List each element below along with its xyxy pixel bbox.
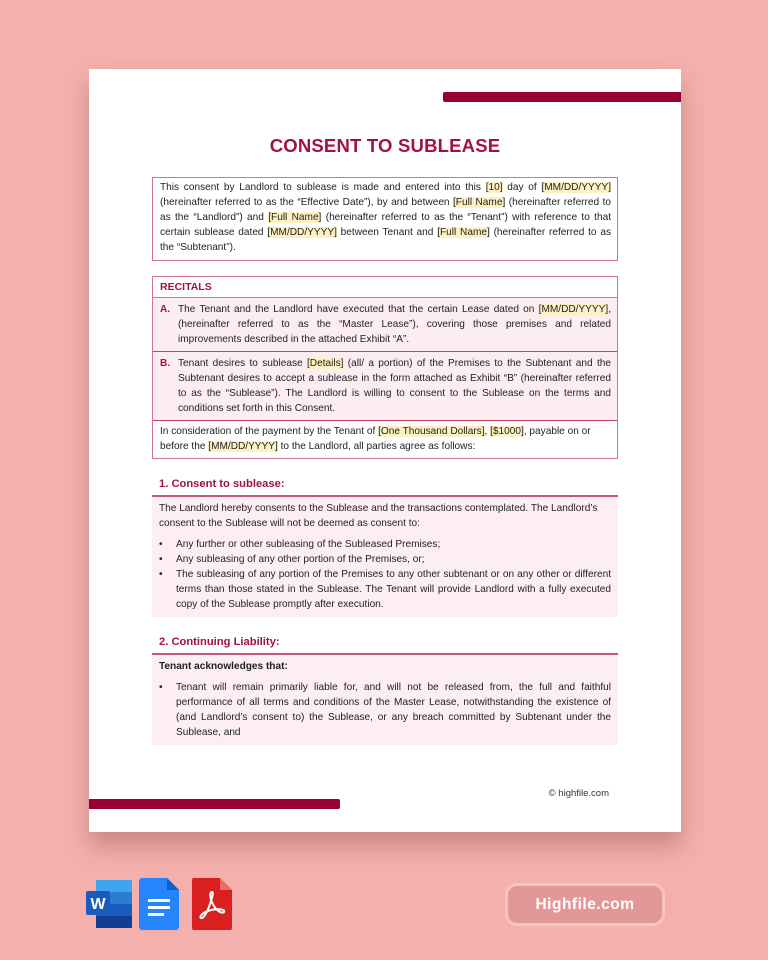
document-page: [89, 69, 681, 832]
pdf-icon[interactable]: [192, 878, 234, 930]
placeholder-day: [10]: [485, 182, 503, 193]
list-item-text: Tenant will remain primarily liable for, and will not be released from, the full and faithful performance of all terms and conditions of the Master Lease, notwithstanding the existence of (and Landlord’s consent to) the Sublease, or any breach committed by Subtenant under the Sublease, and: [176, 682, 611, 738]
text: (hereinafter referred to as the “Subtenant”).: [160, 227, 611, 253]
text: between Tenant and: [336, 227, 438, 238]
consideration-paragraph: [153, 421, 617, 458]
placeholder-landlord-name: [Full Name]: [453, 197, 506, 208]
text: In consideration of the payment by the Tenant of: [160, 426, 379, 437]
recital-b: [153, 352, 617, 421]
bullet-icon: •: [159, 554, 163, 565]
recitals-box: [152, 276, 618, 459]
section-consent: [152, 477, 618, 617]
decorative-top-bar: [443, 92, 681, 102]
document-content: [152, 177, 618, 745]
format-icons: [86, 878, 234, 930]
recital-text: [178, 356, 611, 416]
decorative-bottom-bar: [89, 799, 340, 809]
placeholder-subtenant-name: [Full Name]: [437, 227, 490, 238]
recital-label: B.: [160, 358, 171, 369]
recitals-heading: RECITALS: [153, 277, 617, 298]
placeholder-payment-date: [MM/DD/YYYY]: [208, 441, 278, 452]
bullet-icon: •: [159, 569, 163, 580]
document-title: CONSENT TO SUBLEASE: [269, 135, 501, 156]
intro-paragraph: [152, 177, 618, 261]
placeholder-tenant-name: [Full Name]: [268, 212, 322, 223]
bullet-list: [159, 537, 611, 612]
svg-text:W: W: [90, 896, 106, 913]
text: (hereinafter referred to as the “Effective Date”), by and between: [160, 197, 453, 208]
text: to the Landlord, all parties agree as follows:: [277, 441, 476, 452]
text: , payable on or before the: [160, 426, 591, 452]
highfile-brand-button[interactable]: Highfile.com: [505, 883, 665, 926]
text: (all/ a portion) of the Premises to the Subtenant and the Subtenant desires to accept a sublease in the form attached as Exhibit “B” (hereinafter referred to as the “Sublease”). The Landlord is willing to consent to the Sublease on the terms and conditions set forth in this Consent.: [178, 358, 612, 414]
google-docs-icon[interactable]: [139, 878, 181, 930]
placeholder-amount-words: [One Thousand Dollars]: [378, 426, 485, 437]
placeholder-details: [Details]: [306, 358, 344, 369]
text: Tenant desires to sublease: [178, 358, 307, 369]
recital-label: A.: [160, 304, 171, 315]
text: This consent by Landlord to sublease is made and entered into this: [160, 182, 486, 193]
section-heading: 1. Consent to sublease:: [152, 477, 618, 497]
bullet-icon: •: [159, 539, 163, 550]
section-liability: [152, 635, 618, 745]
section-body: [152, 497, 618, 617]
list-item-text: Any further or other subleasing of the Subleased Premises;: [176, 539, 441, 550]
bullet-icon: •: [159, 682, 163, 693]
bullet-list: [159, 680, 611, 740]
text: day of: [502, 182, 542, 193]
text: (hereinafter referred to as the “Tenant”) with reference to that certain sublease dated: [160, 212, 611, 238]
recital-a: [153, 298, 617, 352]
list-item: [159, 552, 611, 567]
recital-text: [178, 302, 611, 347]
list-item-text: The subleasing of any portion of the Premises to any other subtenant or on any other or different terms than those stated in the Sublease. The Tenant will provide Landlord with a fully executed copy of the Sublease promptly after execution.: [176, 569, 611, 610]
list-item-text: Any subleasing of any other portion of the Premises, or;: [176, 554, 425, 565]
section-body: [152, 655, 618, 745]
text: , (hereinafter referred to as the “Master Lease”), covering those premises and related improvements described in the attached Exhibit “A”.: [178, 304, 611, 345]
word-icon[interactable]: [86, 878, 128, 930]
placeholder-date: [MM/DD/YYYY]: [541, 182, 611, 193]
list-item: [159, 537, 611, 552]
section-heading: 2. Continuing Liability:: [152, 635, 618, 655]
copyright-text: © highfile.com: [548, 788, 609, 799]
placeholder-lease-date: [MM/DD/YYYY]: [538, 304, 609, 315]
list-item: [159, 567, 611, 612]
text: (hereinafter referred to as the “Landlord”) and: [160, 197, 612, 223]
section-intro: The Landlord hereby consents to the Sublease and the transactions contemplated. The Landlord’s consent to the Sublease will not be deemed as consent to:: [159, 503, 598, 529]
placeholder-amount: [$1000]: [490, 426, 524, 437]
placeholder-sublease-date: [MM/DD/YYYY]: [267, 227, 337, 238]
list-item: [159, 680, 611, 740]
text: ,: [484, 426, 491, 437]
text: The Tenant and the Landlord have executed that the certain Lease dated on: [178, 304, 539, 315]
section-intro: Tenant acknowledges that:: [159, 661, 288, 672]
